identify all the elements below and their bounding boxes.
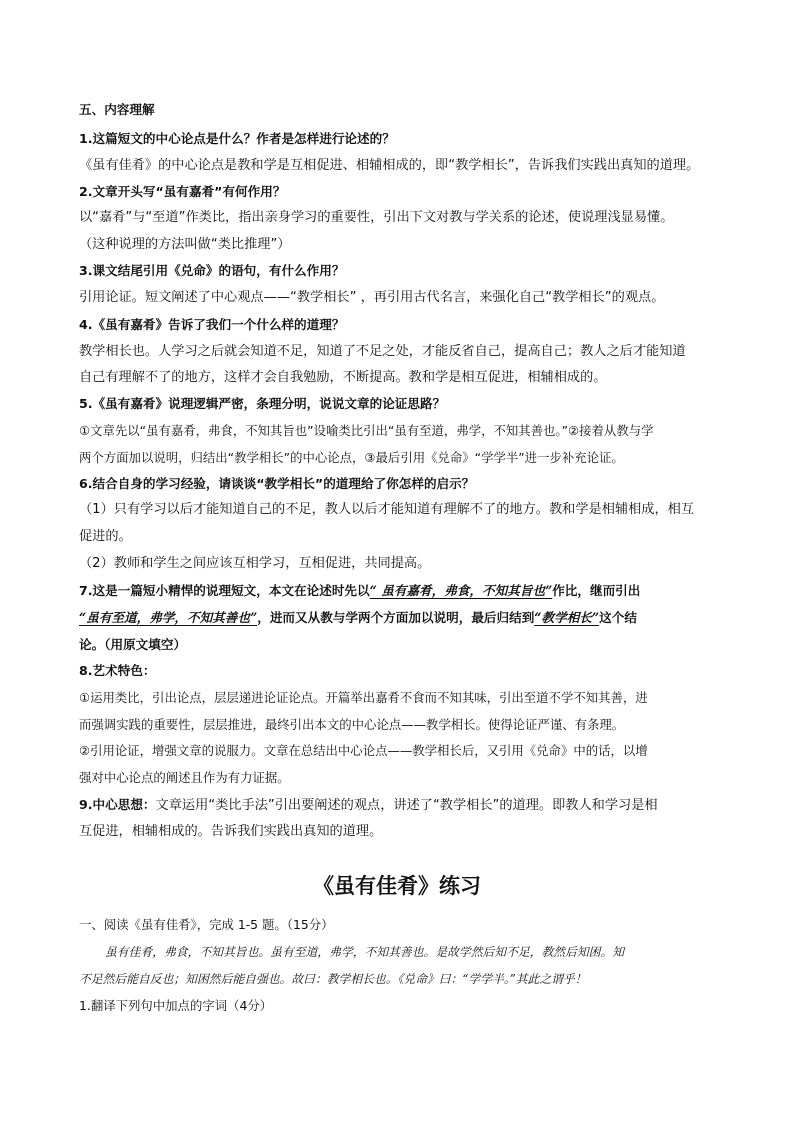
answer-8-line-1: ①运用类比，引出论点，层层递进论证论点。开篇举出嘉肴不食而不知其味，引出至道不学不知其善，进 — [79, 690, 648, 705]
answer-4-line-2: 自己有理解不了的地方，这样才会自我勉励，不断提高。教和学是相互促进，相辅相成的。 — [79, 370, 607, 385]
answer-6-line-3: （2）教师和学生之间应该互相学习，互相促进，共同提高。 — [79, 556, 431, 571]
passage-line-1: 虽有佳肴，弗食，不知其旨也。虽有至道，弗学，不知其善也。是故学然后知不足，教然后知困。知 — [105, 945, 625, 959]
question-8: 8.艺术特色： — [79, 663, 156, 678]
question-7-blank-2: “虽有至道，弗学，不知其善也” — [79, 610, 258, 625]
answer-3: 引用论证。短文阐述了中心观点——“教学相长” ，再引用古代名言，来强化自己“教学相长”的观点。 — [79, 290, 665, 305]
answer-2-line-1: 以“嘉肴”与“至道”作类比，指出亲身学习的重要性，引出下文对教与学关系的论述，使说理浅显易懂。 — [79, 210, 674, 225]
answer-8-line-2: 而强调实践的重要性，层层推进，最终引出本文的中心论点——教学相长。使得论证严谨、有条理。 — [79, 717, 625, 732]
answer-4-line-1: 教学相长也。人学习之后就会知道不足，知道了不足之处，才能反省自己，提高自己；教人之后才能知道 — [79, 344, 686, 359]
question-7-line-3: 论。（用原文填空） — [79, 637, 187, 652]
answer-6-line-1: （1）只有学习以后才能知道自己的不足，教人以后才能知道有理解不了的地方。教和学是相辅相成，相互 — [79, 502, 695, 517]
question-6: 6.结合自身的学习经验，请谈谈“教学相长”的道理给了你怎样的启示？ — [79, 476, 475, 491]
exercise-intro: 一、阅读《虽有佳肴》，完成 1-5 题。（15分） — [79, 917, 334, 932]
question-7-text-e: ，进而又从教与学两个方面加以说明，最后归结到 — [257, 610, 535, 625]
question-7-blank-3: “教学相长” — [534, 610, 600, 625]
answer-2-line-2: （这种说理的方法叫做“类比推理”） — [79, 237, 291, 252]
answer-1: 《虽有佳肴》的中心论点是教和学是互相促进、相辅相成的，即“教学相长”，告诉我们实践出真知的道理。 — [79, 158, 700, 173]
answer-5-line-2: 两个方面加以说明，归结出“教学相长”的中心论点，③最后引用《兑命》“学学半”进一步补充论证。 — [79, 450, 624, 465]
answer-9-text: 文章运用“类比手法”引出要阐述的观点，讲述了“教学相长”的道理。即教人和学习是相 — [155, 798, 658, 813]
question-5: 5.《虽有嘉肴》说理逻辑严密，条理分明，说说文章的论证思路？ — [79, 396, 446, 411]
question-2: 2.文章开头写“虽有嘉肴”有何作用？ — [79, 184, 286, 199]
question-7-line-2 — [79, 609, 729, 627]
question-1: 1.这篇短文的中心论点是什么？作者是怎样进行论述的？ — [79, 131, 395, 146]
answer-8-line-4: 强对中心论点的阐述且作为有力证据。 — [79, 770, 290, 785]
exercise-title: 《虽有佳肴》练习 — [313, 873, 481, 898]
question-7-text-c: 作比，继而引出 — [552, 583, 641, 598]
question-4: 4.《虽有嘉肴》告诉了我们一个什么样的道理？ — [79, 317, 345, 332]
passage-line-2: 不足然后能自反也；知困然后能自强也。故曰：教学相长也。《兑命》曰：“学学半。”其此之谓乎！ — [79, 972, 587, 986]
answer-6-line-2: 促进的。 — [79, 529, 132, 544]
question-3: 3.课文结尾引用《兑命》的语句，有什么作用？ — [79, 263, 345, 278]
section-heading: 五、内容理解 — [79, 102, 155, 117]
question-7-text-a: 7.这是一篇短小精悍的说理短文，本文在论述时先以 — [79, 583, 370, 598]
exercise-question-1: 1.翻译下列句中加点的字词（4分） — [79, 998, 273, 1013]
question-7-blank-1: “ 虽有嘉肴，弗食，不知其旨也” — [369, 583, 553, 598]
question-9-line-1 — [79, 796, 729, 815]
answer-8-line-3: ②引用论证，增强文章的说服力。文章在总结出中心论点——教学相长后，又引用《兑命》中的话，以增 — [79, 743, 648, 758]
question-7-text-g: 这个结 — [599, 610, 637, 625]
question-9-label: 9.中心思想： — [79, 797, 156, 812]
answer-9-line-2: 互促进，相辅相成的。告诉我们实践出真知的道理。 — [79, 824, 383, 839]
question-7-line-1 — [79, 582, 729, 600]
answer-5-line-1: ①文章先以“虽有嘉肴，弗食，不知其旨也”设喻类比引出“虽有至道，弗学，不知其善也。”②接着从教与学 — [79, 423, 654, 438]
